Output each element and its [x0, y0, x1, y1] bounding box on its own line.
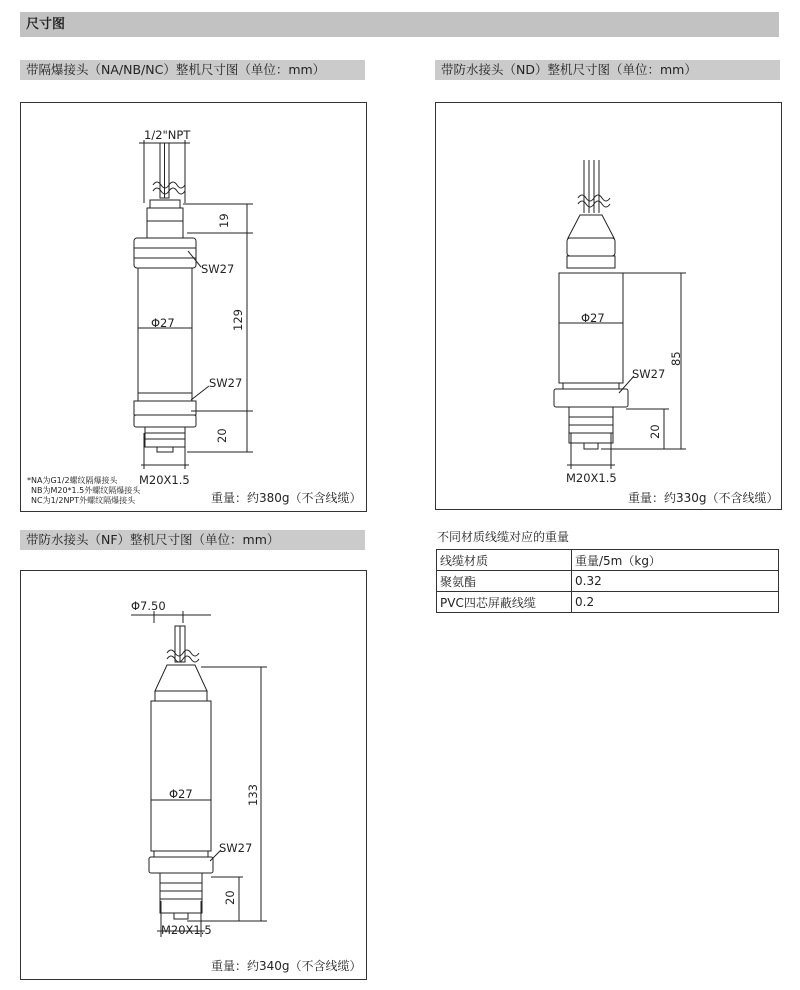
na-note-3: NC为1/2NPT外螺纹隔爆接头: [31, 496, 136, 505]
nf-diameter-label: Φ27: [169, 787, 193, 801]
panel-na-header: [20, 60, 365, 80]
panel-na-svg: [21, 103, 366, 511]
nd-weight: 重量：约330g（不含线缆）: [628, 491, 779, 505]
na-dim-129: 129: [231, 309, 245, 331]
nd-thread-bottom-label: M20X1.5: [566, 471, 617, 485]
panel-nd-drawing: [435, 102, 782, 510]
na-thread-top-label: 1/2"NPT: [144, 128, 191, 142]
panel-na-title: 带隔爆接头（NA/NB/NC）整机尺寸图（单位：mm）: [26, 62, 326, 77]
weight-table: [436, 549, 779, 613]
table-row: [437, 592, 779, 613]
nd-dim-85: 85: [669, 351, 683, 366]
panel-nf-svg: [21, 571, 366, 979]
nd-dim-20: 20: [648, 424, 662, 439]
na-dim-19: 19: [217, 213, 231, 228]
nf-weight: 重量：约340g（不含线缆）: [211, 959, 362, 973]
panel-nf-title: 带防水接头（NF）整机尺寸图（单位：mm）: [26, 532, 280, 547]
na-sw-top-label: SW27: [201, 262, 235, 276]
table-row: [437, 571, 779, 592]
nf-thread-bottom-label: M20X1.5: [161, 923, 212, 937]
section-title-bar: [20, 12, 779, 37]
na-note-2: NB为M20*1.5外螺纹隔爆接头: [31, 486, 141, 495]
nd-sw-label: SW27: [632, 367, 666, 381]
table-header-cell: 重量/5m（kg）: [572, 550, 779, 571]
table-cell: 0.2: [572, 592, 779, 613]
na-diameter-label: Φ27: [151, 316, 175, 330]
weight-table-title: 不同材质线缆对应的重量: [437, 530, 570, 544]
na-dim-20: 20: [215, 428, 229, 443]
table-cell: 0.32: [572, 571, 779, 592]
panel-na-drawing: [20, 102, 367, 512]
nf-sw-label: SW27: [219, 841, 253, 855]
panel-nd-header: [435, 60, 780, 80]
panel-nd-title: 带防水接头（ND）整机尺寸图（单位：mm）: [441, 62, 697, 77]
table-cell: 聚氨酯: [437, 571, 572, 592]
na-sw-bottom-label: SW27: [209, 376, 243, 390]
table-header-row: [437, 550, 779, 571]
nd-diameter-label: Φ27: [581, 311, 605, 325]
na-thread-bottom-label: M20X1.5: [139, 473, 190, 487]
panel-nf-header: [20, 530, 365, 550]
panel-nf-drawing: [20, 570, 367, 980]
nf-dim-20: 20: [223, 890, 237, 905]
table-header-cell: 线缆材质: [437, 550, 572, 571]
nf-dim-133: 133: [246, 784, 260, 806]
table-cell: PVC四芯屏蔽线缆: [437, 592, 572, 613]
na-weight: 重量：约380g（不含线缆）: [211, 491, 362, 505]
section-title: 尺寸图: [26, 17, 66, 32]
panel-nd-svg: [436, 103, 781, 509]
na-note-1: *NA为G1/2螺纹隔爆接头: [27, 476, 118, 485]
nf-cable-diameter-label: Φ7.50: [131, 599, 166, 613]
